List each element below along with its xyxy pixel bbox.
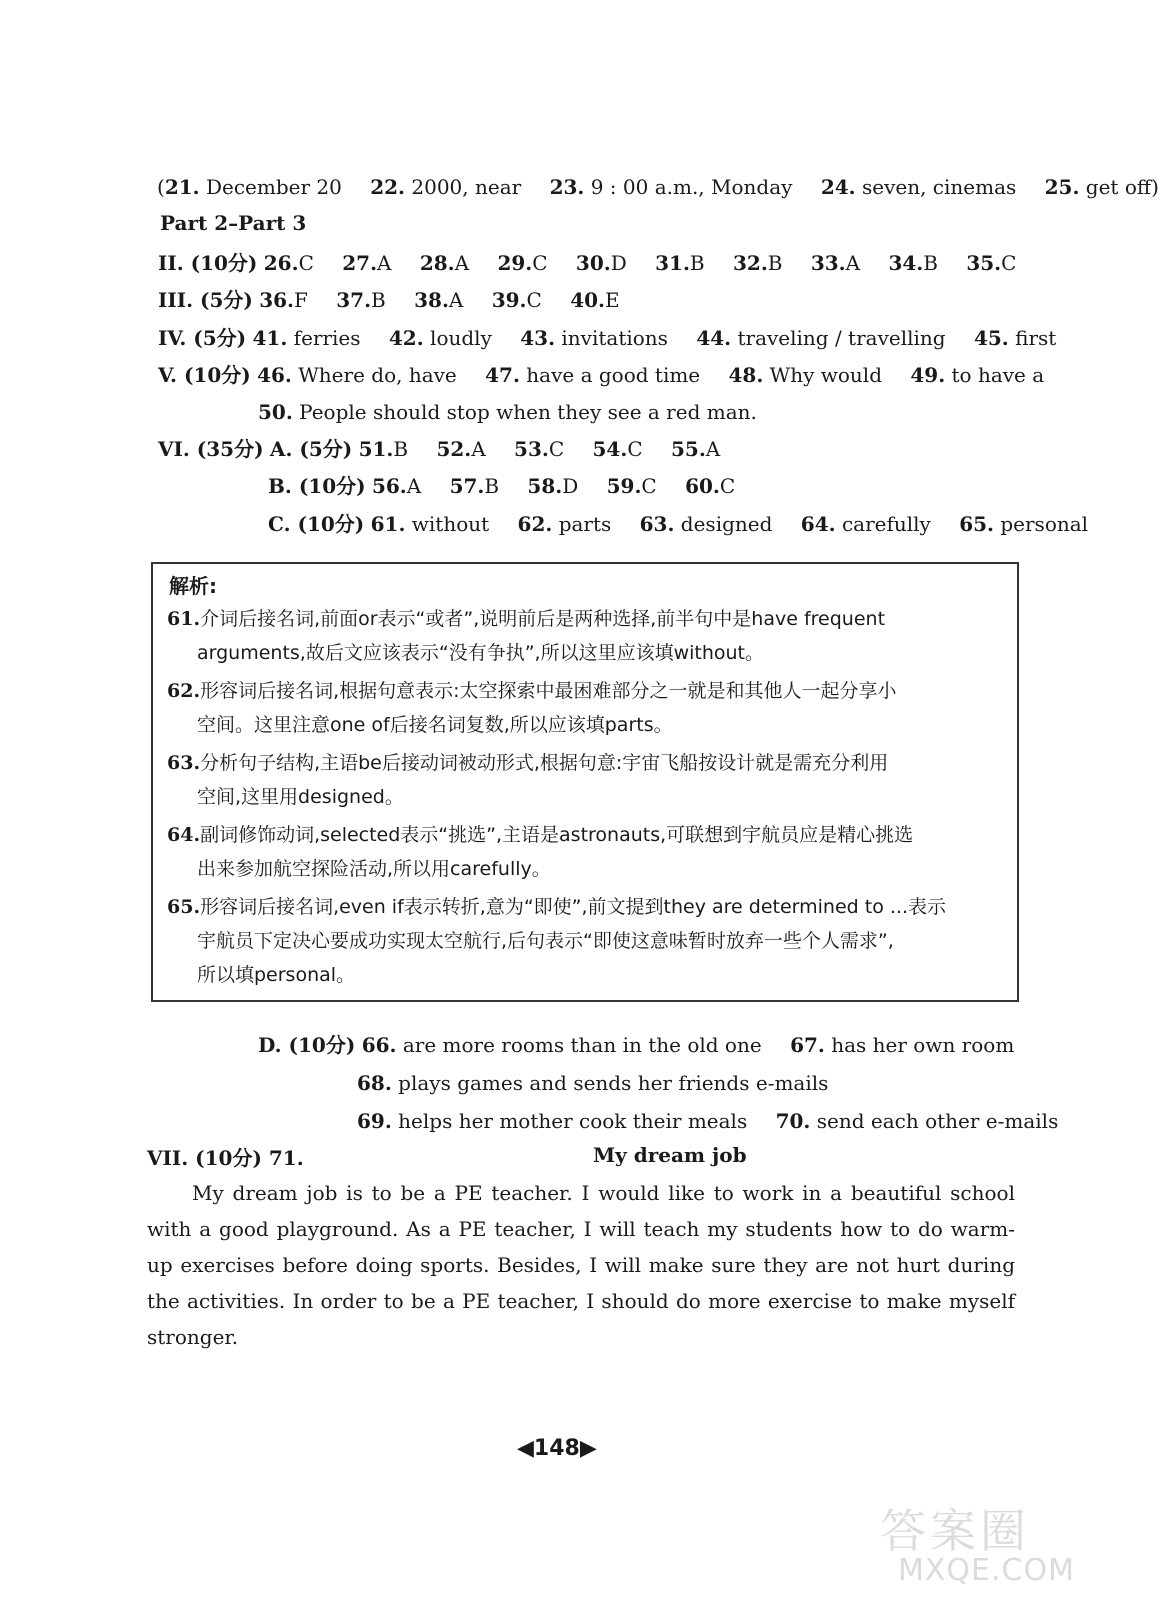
section-6d-line-2: 68. plays games and sends her friends e-mails [357,1071,829,1095]
watermark-url: MXQE.COM [898,1553,1075,1588]
section-6d-line-3: 69. helps her mother cook their meals 70. send each other e-mails [357,1109,1059,1133]
section-5-answer-50: 50. People should stop when they see a red man. [258,400,757,424]
essay-body: My dream job is to be a PE teacher. I would like to work in a beautiful school with a good playground. As a PE teacher, I will teach my students how to do warm-up exercises before doing sports. Besides, I will make sure they are not hurt during the activities. In order to be a PE teacher, I should do more exercise to make myself stronger. [147,1181,1015,1349]
section-2-answers: II. (10分) 26.C 27.A 28.A 29.C 30.D 31.B 32.B 33.A 34.B 35.C [158,251,1017,275]
analysis-61: 61.介词后接名词,前面or表示“或者”,说明前后是两种选择,前半句中是have frequent arguments,故后文应该表示“没有争执”,所以这里应该填without。 [167,608,886,664]
part-title: Part 2–Part 3 [160,211,307,235]
section-6a-answers: VI. (35分) A. (5分) 51.B 52.A 53.C 54.C 55.A [158,437,721,461]
section-4-answers: IV. (5分) 41. ferries 42. loudly 43. invitations 44. traveling / travelling 45. first [158,326,1057,350]
analysis-64: 64.副词修饰动词,selected表示“挑选”,主语是astronauts,可联想到宇航员应是精心挑选 出来参加航空探险活动,所以用carefully。 [167,824,914,880]
analysis-header: 解析: [169,574,217,598]
section-3-answers: III. (5分) 36.F 37.B 38.A 39.C 40.E [158,288,620,312]
watermark [870,1495,1095,1595]
section-6c-answers: C. (10分) 61. without 62. parts 63. designed 64. carefully 65. personal [268,512,1089,536]
part1-answers: (21. December 20 22. 2000, near 23. 9 : 00 a.m., Monday 24. seven, cinemas 25. get off) [157,175,1159,199]
watermark-logo: 答案圈 [880,1504,1030,1558]
analysis-65: 65.形容词后接名词,even if表示转折,意为“即使”,前文提到they are determined to ...表示 宇航员下定决心要成功实现太空航行,后句表示“即使这意味暂时放弃一些个人需求”, 所以填personal。 [167,896,946,986]
analysis-box [151,562,1019,1002]
section-6d-line-1: D. (10分) 66. are more rooms than in the old one 67. has her own room [258,1033,1015,1057]
analysis-62: 62.形容词后接名词,根据句意表示:太空探索中最困难部分之一就是和其他人一起分享小 空间。这里注意one of后接名词复数,所以应该填parts。 [167,680,897,736]
section-6b-answers: B. (10分) 56.A 57.B 58.D 59.C 60.C [268,474,736,498]
next-arrow-icon: ▶ [579,1436,597,1461]
section-7-label: VII. (10分) 71. [147,1146,304,1170]
essay-title: My dream job [593,1143,747,1167]
page-number: ◀148▶ [517,1436,597,1461]
analysis-63: 63.分析句子结构,主语be后接动词被动形式,根据句意:宇宙飞船按设计就是需充分利用 空间,这里用designed。 [167,752,889,808]
prev-arrow-icon: ◀ [517,1436,534,1461]
section-5-answers: V. (10分) 46. Where do, have 47. have a good time 48. Why would 49. to have a [158,363,1045,387]
